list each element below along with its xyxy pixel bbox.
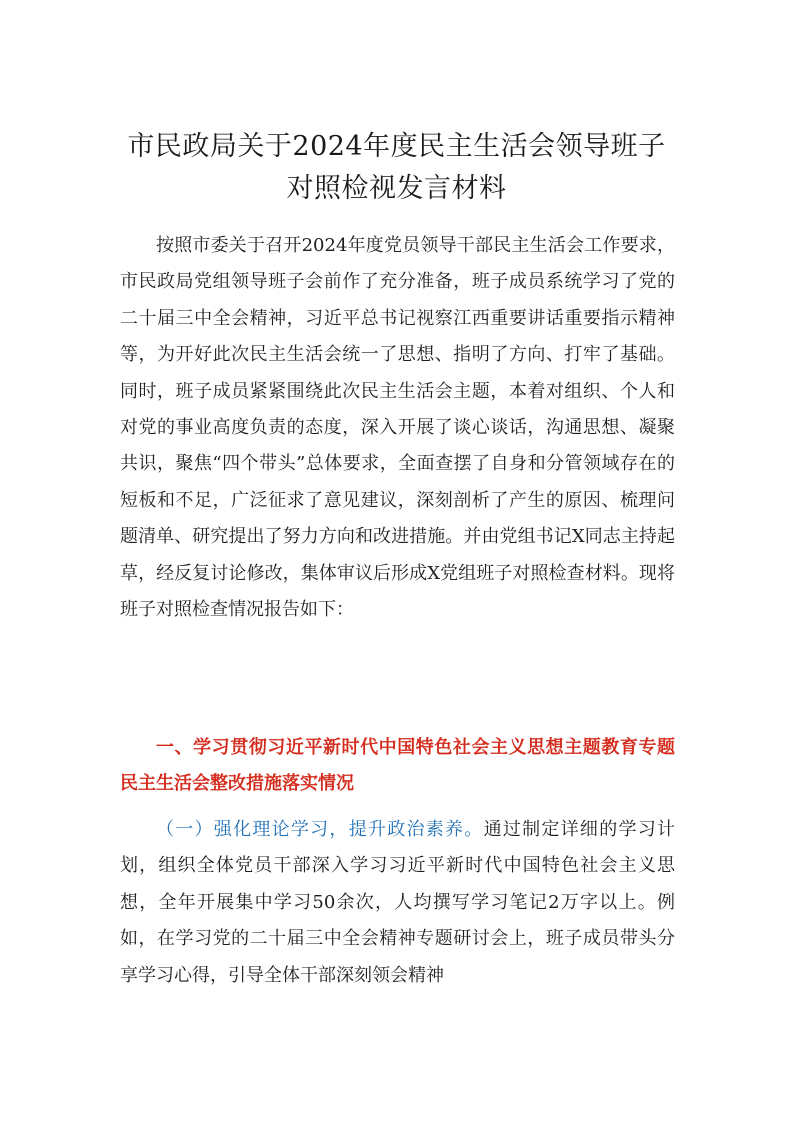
document-title-line2: 对照检视发言材料 bbox=[286, 173, 507, 204]
intro-paragraph: 按照市委关于召开2024年度党员领导干部民主生活会工作要求，市民政局党组领导班子会前作了充分准备，班子成员系统学习了党的二十届三中全会精神，习近平总书记视察江西重要讲话重要指示精神等，为开好此次民主生活会统一了思想、指明了方向、打牢了基础。同时，班子成员紧紧围绕此次民主生活会主题，本着对组织、个人和对党的事业高度负责的态度，深入开展了谈心谈话，沟通思想、凝聚共识，聚焦“四个带头”总体要求，全面查摆了自身和分管领域存在的短板和不足，广泛征求了意见建议，深刻剖析了产生的原因、梳理问题清单、研究提出了努力方向和改进措施。并由党组书记X同志主持起草，经反复讨论修改，集体审议后形成X党组班子对照检查材料。现将班子对照检查情况报告如下： bbox=[120, 235, 675, 621]
subsection-1-title: （一）强化理论学习，提升政治素养。 bbox=[156, 819, 484, 840]
section-1-heading: 一、学习贯彻习近平新时代中国特色社会主义思想主题教育专题民主生活会整改措施落实情况 bbox=[120, 737, 675, 795]
subsection-1-paragraph bbox=[120, 812, 675, 994]
document-title-line1: 市民政局关于2024年度民主生活会领导班子 bbox=[127, 131, 666, 162]
subsection-1-text: 通过制定详细的学习计划，组织全体党员干部深入学习习近平新时代中国特色社会主义思想，全年开展集中学习50余次，人均撰写学习笔记2万字以上。例如，在学习党的二十届三中全会精神专题研讨会上，班子成员带头分享学习心得，引导全体干部深刻领会精神 bbox=[120, 819, 676, 986]
